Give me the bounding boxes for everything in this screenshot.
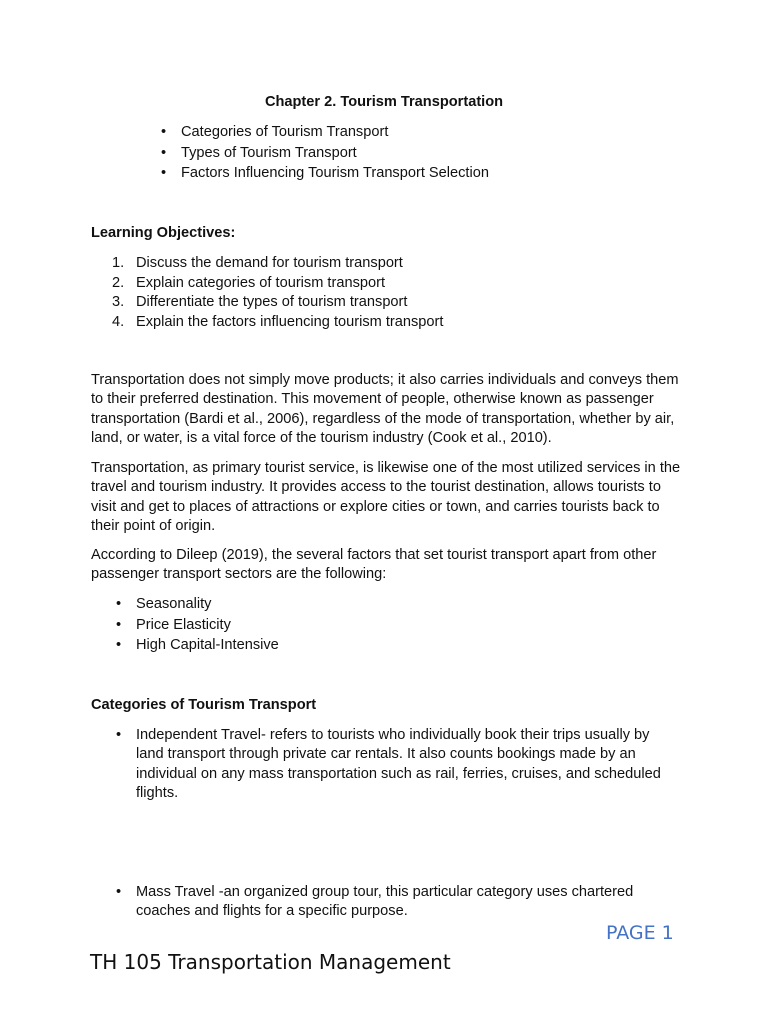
paragraph: According to Dileep (2019), the several factors that set tourist transport apart from other passenger transport sectors are the following: (91, 547, 657, 583)
list-item: • Categories of Tourism Transport (181, 123, 741, 144)
bullet-icon: • (116, 596, 122, 612)
list-item: 2. Explain categories of tourism transport (112, 274, 386, 291)
bullet-icon: • (161, 124, 167, 140)
learning-objectives-heading: Learning Objectives: (91, 225, 236, 241)
list-item: • Independent Travel- refers to tourists who individually book their trips usually by land transport through private car rentals. It also counts bookings made by an individual on any mass transportation such as rail, ferries, cruises, and scheduled flights. (116, 727, 661, 802)
factor-list (116, 595, 676, 657)
chapter-title: Chapter 2. Tourism Transportation (264, 94, 504, 110)
paragraph: Transportation does not simply move products; it also carries individuals and conveys them to their preferred destination. This movement of people, otherwise known as passenger transportation (Bardi et al., 2006), regardless of the mode of transportation, whether by air, land, or water, is a vital force of the tourism industry (Cook et al., 2010). (91, 372, 679, 447)
bullet-icon: • (116, 616, 122, 633)
list-item: 1. Discuss the demand for tourism transport (112, 255, 403, 271)
page-number: PAGE 1 (606, 922, 674, 944)
bullet-icon: • (161, 165, 167, 181)
topic-list (161, 123, 741, 185)
list-item: • Types of Tourism Transport (181, 144, 741, 165)
list-item: • High Capital-Intensive (136, 636, 676, 657)
list-item: • Seasonality (136, 595, 676, 616)
bullet-icon: • (161, 144, 167, 161)
objectives-list (112, 254, 696, 332)
course-title: TH 105 Transportation Management (90, 950, 451, 974)
list-item: • Mass Travel -an organized group tour, this particular category uses chartered coaches and flights for a specific purpose. (116, 883, 634, 920)
categories-heading: Categories of Tourism Transport (91, 697, 317, 713)
bullet-icon: • (116, 637, 122, 653)
list-item: 4. Explain the factors influencing tourism transport (112, 313, 444, 330)
bullet-icon: • (116, 727, 122, 743)
bullet-icon: • (116, 883, 122, 900)
paragraph: Transportation, as primary tourist service, is likewise one of the most utilized services in the travel and tourism industry. It provides access to the tourist destination, allows tourists to visit and get to places of attractions or explore cities or town, and carries tourists back to their point of origin. (91, 460, 681, 535)
list-item: • Price Elasticity (136, 616, 676, 637)
list-item: • Factors Influencing Tourism Transport Selection (181, 164, 741, 185)
list-item: 3. Differentiate the types of tourism transport (112, 294, 408, 311)
